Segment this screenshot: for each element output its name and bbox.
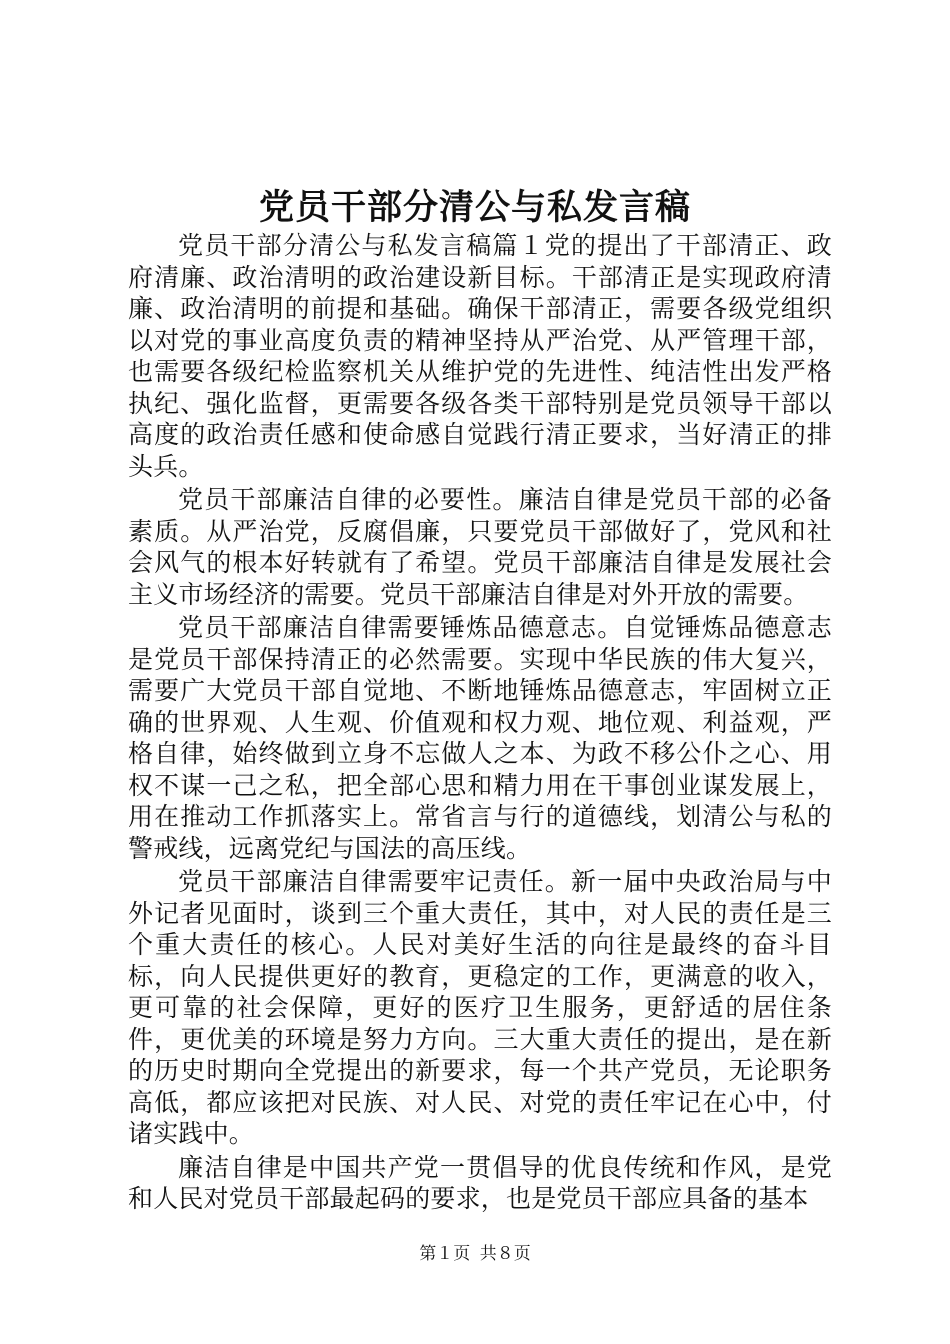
total-pages: 共８页 bbox=[479, 1244, 531, 1264]
paragraph-5: 廉洁自律是中国共产党一贯倡导的优良传统和作风，是党和人民对党员干部最起码的要求，也是党员干部应具备的基本 bbox=[128, 1152, 832, 1213]
paragraph-2: 党员干部廉洁自律的必要性。廉洁自律是党员干部的必备素质。从严治党，反腐倡廉，只要党员干部做好了，党风和社会风气的根本好转就有了希望。党员干部廉洁自律是发展社会主义市场经济的需要。党员干部廉洁自律是对外开放的需要。 bbox=[128, 485, 832, 609]
paragraph-1: 党员干部分清公与私发言稿篇１党的提出了干部清正、政府清廉、政治清明的政治建设新目标。干部清正是实现政府清廉、政治清明的前提和基础。确保干部清正，需要各级党组织以对党的事业高度负责的精神坚持从严治党、从严管理干部，也需要各级纪检监察机关从维护党的先进性、纯洁性出发严格执纪、强化监督，更需要各级各类干部特别是党员领导干部以高度的政治责任感和使命感自觉践行清正要求，当好清正的排头兵。 bbox=[128, 231, 832, 481]
page-footer bbox=[0, 1242, 950, 1266]
paragraph-4: 党员干部廉洁自律需要牢记责任。新一届中央政治局与中外记者见面时，谈到三个重大责任，其中，对人民的责任是三个重大责任的核心。人民对美好生活的向往是最终的奋斗目标，向人民提供更好的教育，更稳定的工作，更满意的收入，更可靠的社会保障，更好的医疗卫生服务，更舒适的居住条件，更优美的环境是努力方向。三大重大责任的提出，是在新的历史时期向全党提出的新要求，每一个共产党员，无论职务高低，都应该把对民族、对人民、对党的责任牢记在心中，付诸实践中。 bbox=[128, 867, 832, 1148]
page-number: 第１页 bbox=[419, 1244, 471, 1264]
paragraph-3: 党员干部廉洁自律需要锤炼品德意志。自觉锤炼品德意志是党员干部保持清正的必然需要。实现中华民族的伟大复兴，需要广大党员干部自觉地、不断地锤炼品德意志，牢固树立正确的世界观、人生观、价值观和权力观、地位观、利益观，严格自律，始终做到立身不忘做人之本、为政不移公仆之心、用权不谋一己之私，把全部心思和精力用在干事创业谋发展上，用在推动工作抓落实上。常省言与行的道德线，划清公与私的警戒线，远离党纪与国法的高压线。 bbox=[128, 613, 832, 863]
document-title: 党员干部分清公与私发言稿 bbox=[258, 187, 691, 228]
document-body bbox=[128, 230, 832, 1215]
